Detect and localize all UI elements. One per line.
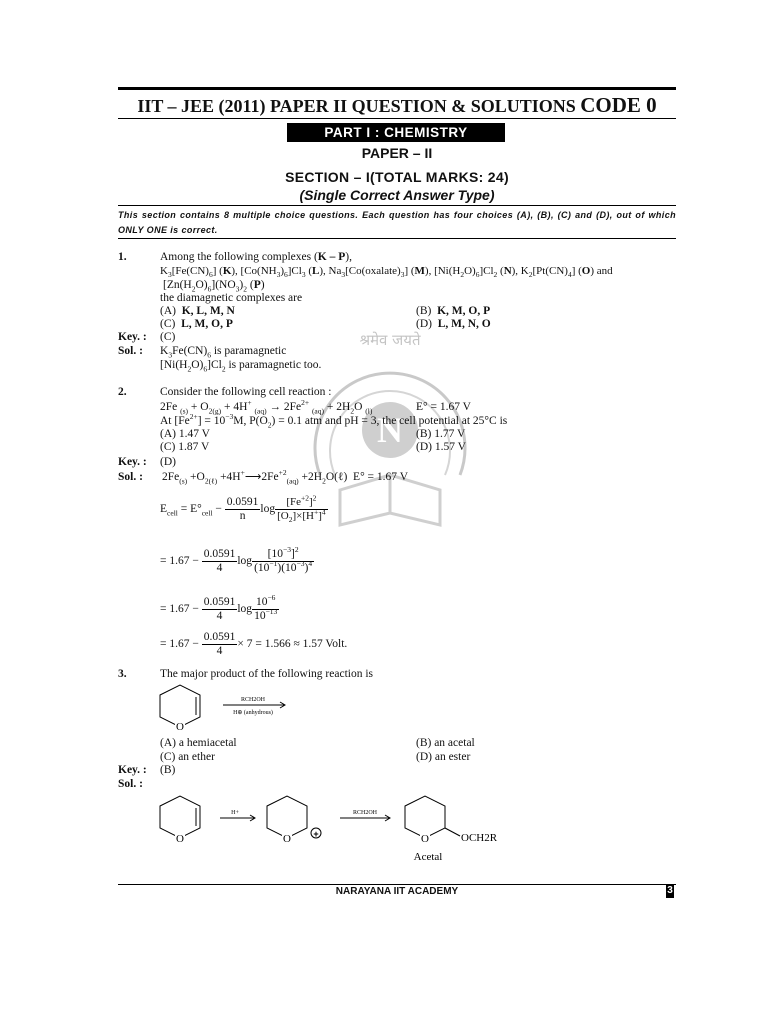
q2-sol-reaction: $2Fe_{(s)} +O_{2(\ell)}$ $+4H^+⟶2Fe^{+2}_{(aq)}$ $+2H_2O(\ell) E^\circ = 1.67$ V [162, 468, 409, 486]
q2-e0: E° = 1.67 V [416, 401, 471, 413]
q2-option-d: (D) 1.57 V [416, 441, 466, 453]
q3-key: (B) [160, 764, 176, 776]
instructions: This section contains 8 multiple choice questions. Each question has four choices (A), (B), (C) and (D), out of which ONLY ONE is correct. [118, 210, 676, 235]
q2-option-b: (B) 1.77 V [416, 428, 466, 440]
q1-option-b: (B) K, M, O, P [416, 305, 491, 317]
q2-step1: = 1.67 − $\frac{0.0591}{4}$ log $\frac{[10^{-3}]^2}{(10^{-1})(10^{-3})^4}$ [160, 545, 313, 574]
q2-conditions: At $[Fe^{2+}] = 10^{-3}M$, $P(O_2) = 0.1$ atm and pH = 3, the cell potential at 25°C is [160, 412, 508, 430]
q3-reagent-bottom: H⊕ (anhydrous) [233, 710, 273, 716]
svg-text:O: O [283, 833, 291, 845]
footer-rule [118, 884, 676, 885]
q1-key-label: Key. : [118, 331, 147, 343]
q2-option-a: (A) 1.47 V [160, 428, 210, 440]
q3-reaction-diagram [155, 683, 295, 735]
page-title: IIT – JEE (2011) PAPER II QUESTION & SOLUTIONS CODE 0 [137, 93, 657, 117]
q3-sol-reagent: RCH2OH [352, 810, 378, 816]
watermark-motto: श्रमेव जयते [359, 331, 421, 349]
part-banner: PART I : CHEMISTRY [287, 123, 505, 142]
q3-reagent-top: RCH2OH [240, 697, 266, 703]
q2-reaction: 2Fe $_{(s)} + O_{2(g)} + 4H^+$ $_{(aq)} \to 2Fe^{2+}$ $_{(aq)} + 2H_2O$ $_{(l)}$ [160, 398, 373, 416]
q1-option-c: (C) L, M, O, P [160, 318, 233, 330]
q2-sol-label: Sol. : [118, 471, 143, 483]
svg-text:O: O [421, 833, 429, 845]
svg-text:O: O [176, 721, 184, 733]
q1-sol-line1: $K_3Fe(CN)_6$ is paramagnetic [160, 345, 287, 360]
q3-sol-label: Sol. : [118, 778, 143, 790]
svg-text:O: O [176, 833, 184, 845]
q1-complexes-line1: $K_3[Fe(CN)_6]$ (K), $[Co(NH_3)_6]Cl_3$ (L), $Na_3[Co(oxalate)_3]$ (M), $[Ni(H_2O)_6]Cl_2$ (N), $K_2[Pt(CN)_4]$ (O) and [160, 265, 613, 280]
page-number: 3 [667, 885, 673, 896]
q1-intro: Among the following complexes (K – P), [160, 251, 352, 263]
q1-option-d: (D) L, M, N, O [416, 318, 491, 330]
svg-text:N: N [377, 410, 403, 450]
q2-key-label: Key. : [118, 456, 147, 468]
section-heading: SECTION – I(TOTAL MARKS: 24) [285, 169, 509, 185]
q1-sol-line2: $[Ni(H_2O)_6]Cl_2$ is paramagnetic too. [160, 359, 322, 374]
q1-number: 1. [118, 251, 127, 263]
q3-sol-acetal-label: Acetal [413, 851, 443, 863]
instructions-rule-bottom [118, 238, 676, 239]
q2-nernst: $E_{cell} = E^\circ_{cell}$ − $\frac{0.0591}{n}$ log $\frac{[Fe^{+2}]^2}{[O_2]\times[H^+]^4}$ [160, 493, 326, 525]
q3-option-a: (A) a hemiacetal [160, 737, 237, 749]
q3-sol-h-label: H+ [231, 810, 239, 816]
top-rule-thick [118, 87, 676, 90]
instructions-rule-top [118, 205, 676, 206]
q3-solution-mechanism [155, 790, 515, 865]
section-type: (Single Correct Answer Type) [299, 187, 495, 203]
q1-key: (C) [160, 331, 176, 343]
svg-text:+: + [313, 829, 319, 839]
q1-sol-label: Sol. : [118, 345, 143, 357]
q1-option-a: (A) K, L, M, N [160, 305, 235, 317]
q3-option-b: (B) an acetal [416, 737, 475, 749]
q3-option-d: (D) an ester [416, 751, 471, 763]
paper-heading: PAPER – II [361, 145, 433, 161]
q2-step3: = 1.67 − $\frac{0.0591}{4}$ × 7 = 1.566 ≈ 1.57 Volt. [160, 631, 348, 657]
q1-complexes-line2: $[Zn(H_2O)_6](NO_3)_2$ (P) [163, 279, 265, 294]
q2-number: 2. [118, 386, 127, 398]
q3-intro: The major product of the following reaction is [160, 668, 374, 680]
q2-step2: = 1.67 − $\frac{0.0591}{4}$ log $\frac{10^{-6}}{10^{-13}}$ [160, 593, 278, 622]
q1-question: the diamagnetic complexes are [160, 292, 303, 304]
q2-key: (D) [160, 456, 176, 468]
q2-intro: Consider the following cell reaction : [160, 386, 332, 398]
footer-academy: NARAYANA IIT ACADEMY [335, 886, 459, 897]
q3-number: 3. [118, 668, 127, 680]
top-rule-thin [118, 118, 676, 119]
q3-key-label: Key. : [118, 764, 147, 776]
q3-option-c: (C) an ether [160, 751, 215, 763]
q3-sol-group: OCH2R [461, 832, 498, 844]
q2-option-c: (C) 1.87 V [160, 441, 210, 453]
